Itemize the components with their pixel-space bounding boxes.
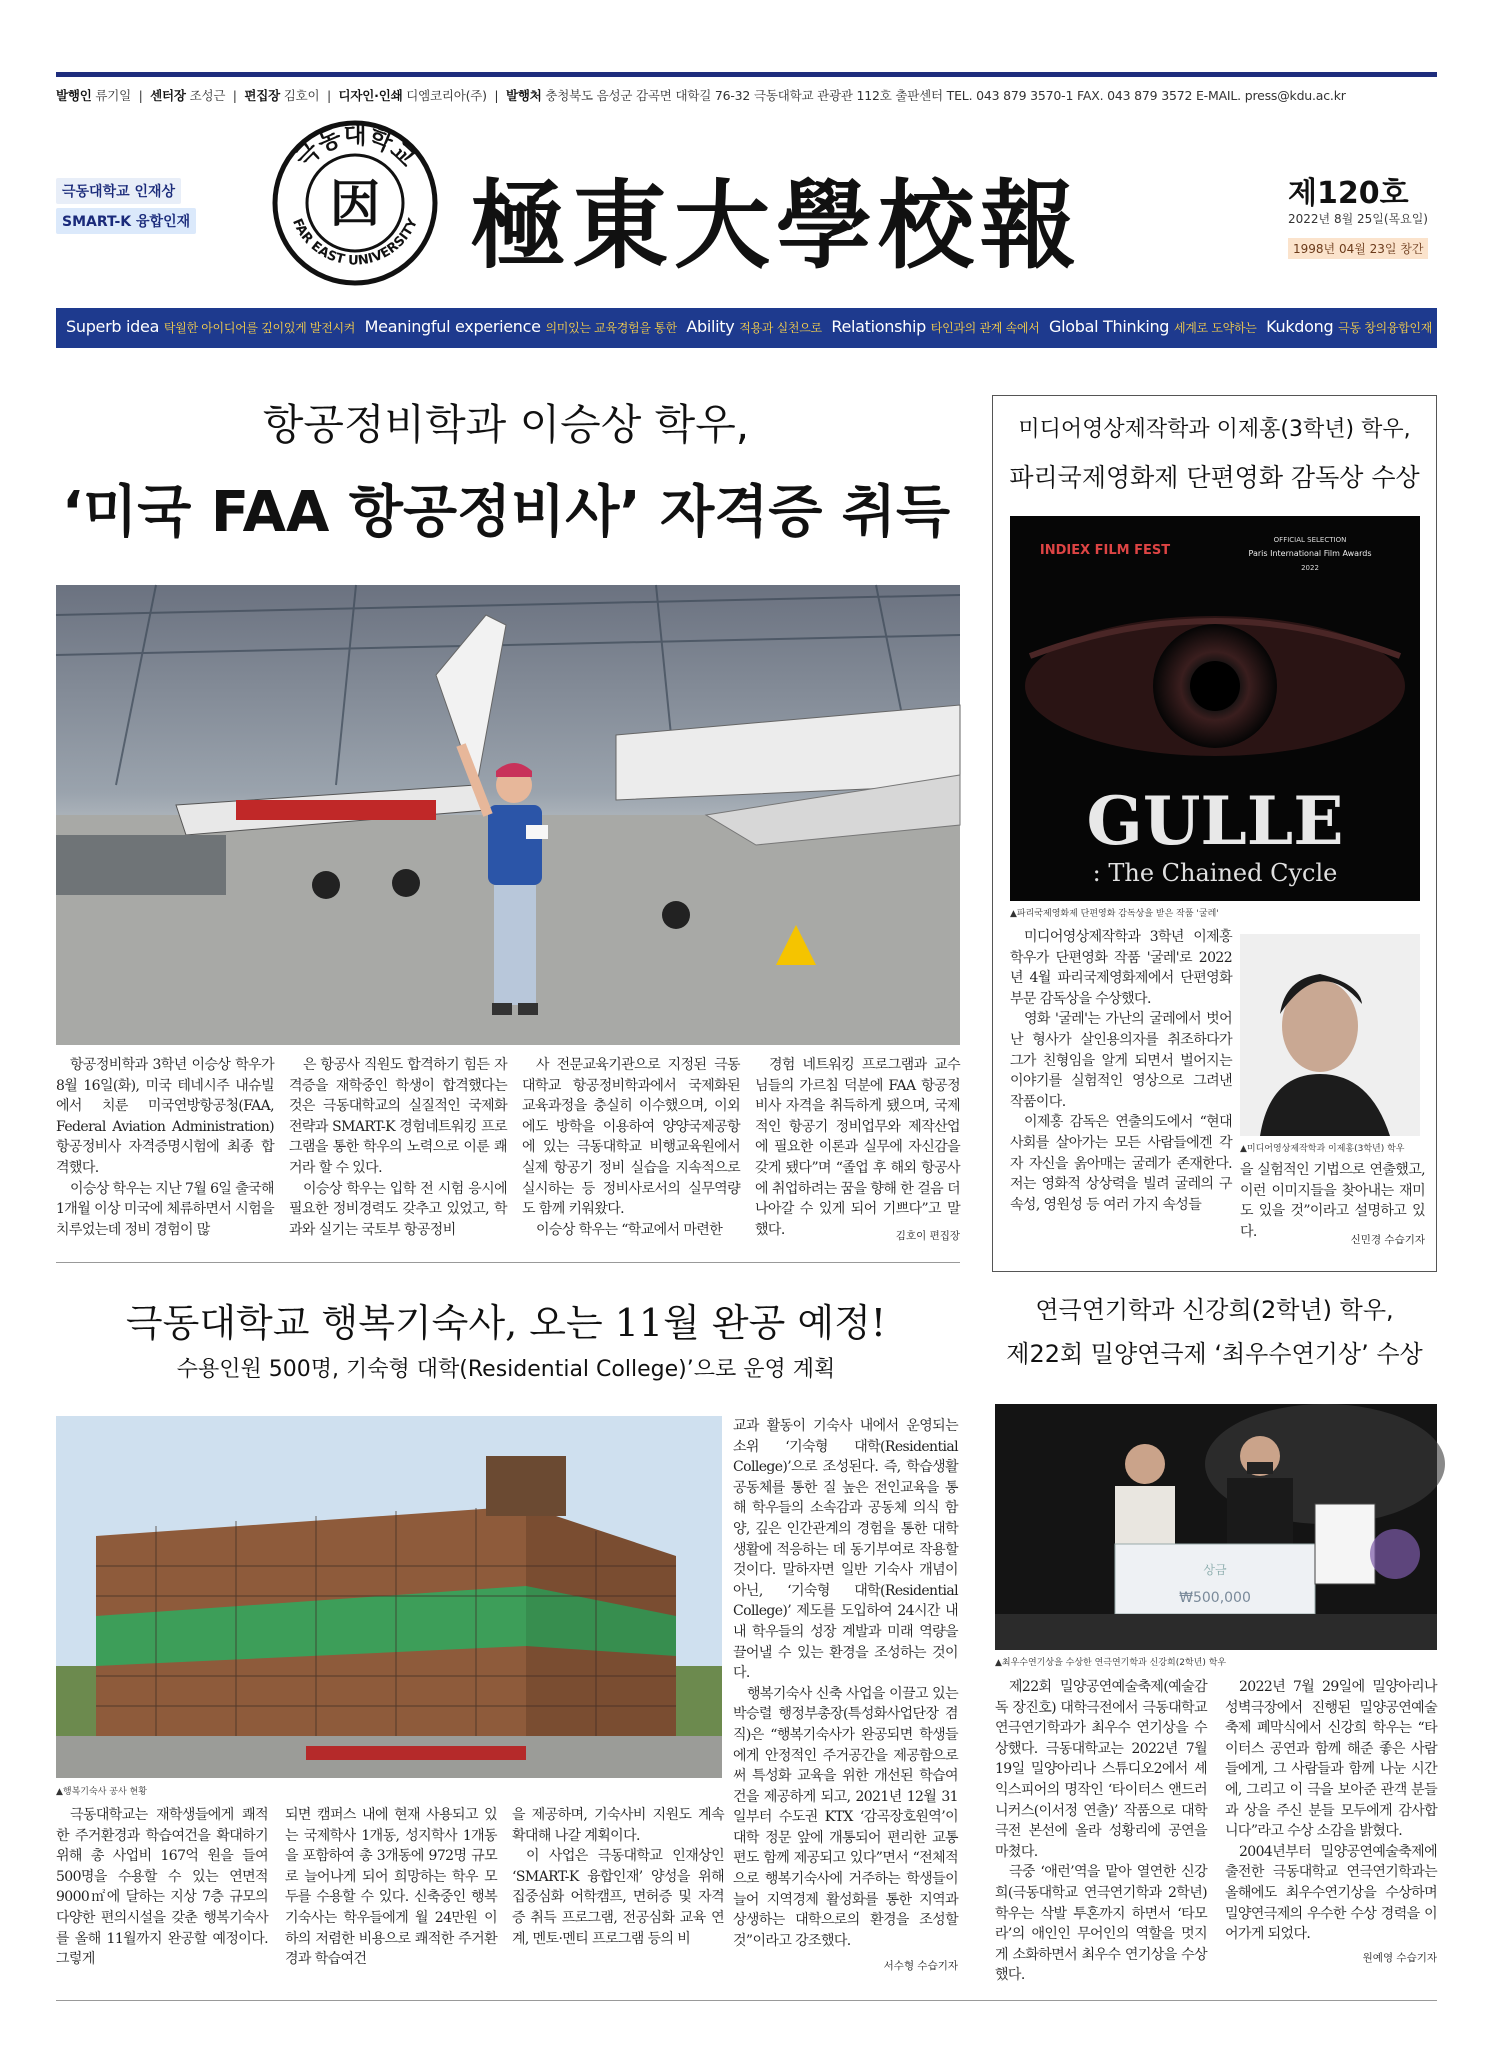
article1-headline-2: ‘미국 FAA 항공정비사’ 자격증 취득: [61, 480, 951, 545]
office-address: 충청북도 음성군 감곡면 대학길 76-32 극동대학교 관광관 112호 출판센터 TEL. 043 879 3570-1 FAX. 043 879 3572 E-MAIL. press@kdu.ac.kr: [545, 88, 1346, 103]
article2-col-2: 을 실험적인 기법으로 연출했고, 이런 이미지들을 찾아내는 재미도 있을 것”이라고 설명하고 있다.: [1240, 1162, 1425, 1240]
article4-col-2: 2022년 7월 29일에 밀양아리나 성벽극장에서 진행된 밀양공연예술축제 폐막식에서 신강희 학우는 “타이터스 공연과 함께 해준 좋은 사람들에게, 그 사람들과 함께 나눈 시간에, 그리고 이 극을 보아준 관객 분들과 상을 주신 분들 모두에게 감사합니다”라고 수상 소감을 밝혔다. 2004년부터 밀양공연예술축제에 출전한 극동대학교 연극연기학과는 올해에도 최우수연기상을 수상하며 밀양연극제의 우수한 수상 경력을 이어가게 되었다.: [1225, 1679, 1437, 1943]
portrait-image: [1240, 934, 1420, 1136]
svg-text:극동대학교: [289, 121, 421, 173]
poster-caption: ▲파리국제영화제 단편영화 감독상을 받은 작품 '굴레': [1010, 909, 1219, 919]
design-name: 디엠코리아(주): [406, 88, 487, 103]
article4-col-1: 제22회 밀양공연예술축제(예술감독 장진호) 대학극전에서 극동대학교 연극연기학과가 최우수 연기상을 수상했다. 극동대학교는 2022년 7월 19일 밀양아리나 스튜디오2에서 셰익스피어의 명작인 ‘타이터스 앤드러니커스(이서정 연출)’ 작품으로 대학극전 본선에 올라 성황리에 공연을 마쳤다. 극중 ‘애런’역을 맡아 열연한 신강희(극동대학교 연극연기학과 2학년) 학우는 삭발 투혼까지 하면서 ‘타모라’의 애인인 무어인의 역할을 멋지게 소화하면서 최우수 연기상을 수상했다.: [995, 1679, 1207, 1984]
portrait-photo: [1240, 934, 1420, 1136]
founded-date: 1998년 04월 23일 창간: [1288, 238, 1428, 259]
slogan-1: Superb idea 탁월한 아이디어를 깊이있게 발전시켜: [66, 317, 356, 336]
center-label: 센터장: [150, 88, 186, 103]
center-name: 조성근: [189, 88, 226, 103]
bottom-rule: [56, 2000, 1437, 2001]
article3-byline: 서수형 수습기자: [883, 1960, 958, 1972]
article1-col-3: 사 전문교육기관으로 지정된 극동대학교 항공정비학과에서 국제화된 교육과정을 충실히 이수했으며, 이외에도 방학을 이용하여 양양국제공항에 있는 극동대학교 비행교육원에서 실제 항공기 정비 실습을 지속적으로 실시하는 등 정비사로서의 실무역량도 함께 키워왔다. 이승상 학우는 “학교에서 마련한: [522, 1057, 740, 1238]
slogan-3: Ability 적용과 실천으로: [686, 317, 822, 336]
article1-col-1: 항공정비학과 3학년 이승상 학우가 8월 16일(화), 미국 테네시주 내슈빌에서 치룬 미국연방항공청(FAA, Federal Aviation Administration) 항공정비사 자격증명시험에 최종 합격했다. 이승상 학우는 지난 7월 6일 출국해 1개월 이상 미국에 체류하면서 시험을 치루었는데 정비 경험이 많: [56, 1057, 274, 1238]
section-divider: [56, 1262, 960, 1263]
slogan-bar: [56, 308, 1437, 348]
article4-headline-2: 제22회 밀양연극제 ‘최우수연기상’ 수상: [1006, 1340, 1423, 1368]
article1-col-2: 은 항공사 직원도 합격하기 힘든 자격증을 재학중인 학생이 합격했다는 것은 극동대학교의 실질적인 국제화 전략과 SMART-K 경험네트워킹 프로그램을 통한 학우의 노력으로 이룬 쾌거라 할 수 있다. 이승상 학우는 입학 전 시험 응시에 필요한 정비경력도 갖추고 있었고, 학과와 실기는 국토부 항공정비: [289, 1057, 507, 1238]
article2-headline-1: 미디어영상제작학과 이제홍(3학년) 학우,: [1018, 417, 1411, 442]
gulle-poster: [1010, 516, 1420, 901]
issue-date: 2022년 8월 25일(목요일): [1288, 212, 1428, 226]
slogan-4: Relationship 타인과의 관계 속에서: [831, 317, 1040, 336]
slogan-2: Meaningful experience 의미있는 교육경험을 통한: [364, 317, 677, 336]
award-image: [995, 1404, 1437, 1650]
article3-col-right: 교과 활동이 기숙사 내에서 운영되는 소위 ‘기숙형 대학(Residential College)’으로 조성된다. 즉, 학습생활공동체를 통한 질 높은 전인교육을 통해 학우들의 소속감과 공동체 의식 함양, 깊은 인간관계의 경험을 통한 대학생활에 적응하는 데 동기부여로 작용할 것이다. 말하자면 일반 기숙사 개념이 아닌, ‘기숙형 대학(Residential College)’ 제도를 도입하여 24시간 내내 학우들의 성장 계발과 미래 역량을 끌어낼 수 있는 환경을 조성하는 것이다. 행복기숙사 신축 사업을 이끌고 있는 박승렬 행정부총장(특성화사업단장 겸직)은 “행복기숙사가 완공되면 학생들에게 안정적인 주거공간을 제공함으로써 특성화 교육을 위한 개선된 학습여건을 제공하게 되고, 2021년 12월 31일부터 수도권 KTX ‘감곡장호원역’이 대학 정문 앞에 개통되어 편리한 교통편도 함께 제공되고 있다”면서 “전체적으로 행복기숙사에 거주하는 학생들이 늘어 지역경제 활성화를 통한 지역과 상생하는 대학으로의 환경을 조성할 것”이라고 강조했다.: [733, 1418, 958, 1949]
university-seal: [270, 118, 440, 288]
top-rule: [56, 72, 1437, 77]
publisher-label: 발행인: [56, 88, 92, 103]
seal-bottom-text: FAR EAST UNIVERSITY: [289, 216, 421, 269]
slogan-5: Global Thinking 세계로 도약하는: [1049, 317, 1257, 336]
construction-image: [56, 1416, 722, 1778]
publisher-name: 류기일: [95, 88, 132, 103]
poster-subtitle: : The Chained Cycle: [1092, 859, 1338, 887]
editor-name: 김호이: [283, 88, 320, 103]
poster-title: GULLE: [1086, 782, 1344, 860]
tag-smartk: SMART-K 융합인재: [56, 208, 196, 234]
hangar-photo-image: [56, 585, 960, 1045]
poster-fest-2b: Paris International Film Awards: [1248, 549, 1372, 558]
seal-mark: 因: [330, 174, 380, 233]
tag-talent: 극동대학교 인재상: [56, 178, 181, 204]
masthead-title: 極東大學校報: [470, 169, 1082, 282]
poster-fest-2c: 2022: [1301, 564, 1319, 572]
article1-photo: [56, 585, 960, 1045]
article3-col-2: 되면 캠퍼스 내에 현재 사용되고 있는 국제학사 1개동, 성지학사 1개동을 포함하여 총 3개동에 972명 규모로 늘어나게 되어 희망하는 학우 모두를 수용할 수 있다. 신축중인 행복기숙사는 학우들에게 월 24만원 이하의 저렴한 비용으로 쾌적한 주거환경과 학습여건: [285, 1807, 497, 1968]
editor-label: 편집장: [244, 88, 280, 103]
seal-top-text: 극동대학교: [289, 121, 421, 173]
article3-col-3: 을 제공하며, 기숙사비 지원도 계속 확대해 나갈 계획이다. 이 사업은 극동대학교 인재상인 ‘SMART-K 융합인재’ 양성을 위해 집중심화 어학캠프, 면허증 및 자격증 취득 프로그램, 전공심화 교육 연계, 멘토·멘티 프로그램 등의 비: [512, 1807, 724, 1947]
article1-byline: 김호이 편집장: [895, 1230, 960, 1242]
poster-image: [1010, 516, 1420, 901]
poster-fest-2a: OFFICIAL SELECTION: [1273, 536, 1347, 544]
portrait-caption: ▲미디어영상제작학과 이제홍(3학년) 학우: [1240, 1144, 1405, 1154]
article4-byline: 원예영 수습기자: [1362, 1952, 1437, 1964]
article4-headline-1: 연극연기학과 신강희(2학년) 학우,: [1035, 1296, 1394, 1324]
article2-headline-2: 파리국제영화제 단편영화 감독상 수상: [1009, 463, 1420, 492]
slogan-6: Kukdong 극동 창의융합인재: [1266, 317, 1433, 336]
article2-byline: 신민경 수습기자: [1350, 1234, 1425, 1246]
issue-number: 제120호: [1288, 176, 1409, 211]
article3-col-1: 극동대학교는 재학생들에게 쾌적한 주거환경과 학습여건을 확대하기 위해 총 사업비 167억 원을 들여 500명을 수용할 수 있는 연면적 9000㎡에 달하는 지상 7층 규모의 다양한 편의시설을 갖춘 행복기숙사를 올해 11월까지 완공할 예정이다. 그렇게: [56, 1807, 268, 1968]
dorm-photo-caption: ▲행복기숙사 공사 현황: [56, 1787, 147, 1797]
award-check-text: 상금: [1203, 1563, 1227, 1577]
design-label: 디자인·인쇄: [338, 88, 403, 103]
publisher-info-line: 발행인 류기일 | 센터장 조성근 | 편집장 김호이 | 디자인·인쇄 디엠코리아(주) | 발행처 충청북도 음성군 감곡면 대학길 76-32 극동대학교 관광관 112호 출판센터 TEL. 043 879 3570-1 FAX. 043 879 3572 E-MAIL. press@kdu.ac.kr: [56, 88, 1346, 103]
seal-icon: [270, 118, 440, 288]
office-label: 발행처: [505, 88, 542, 103]
article1-col-4: 경험 네트워킹 프로그램과 교수님들의 가르침 덕분에 FAA 항공정비사 자격을 취득하게 됐으며, 국제적인 항공기 정비업무와 제작산업에 필요한 이론과 실무에 자신감을 갖게 됐다”며 “졸업 후 해외 항공사에 취업하려는 꿈을 향해 한 걸음 더 나아갈 수 있게 되어 기쁘다”고 말했다.: [755, 1057, 960, 1238]
poster-fest-1: INDIEX FILM FEST: [1039, 543, 1171, 558]
dorm-photo: [56, 1416, 722, 1778]
article2-col-1: 미디어영상제작학과 3학년 이제홍 학우가 단편영화 작품 '굴레'로 2022년 4월 파리국제영화제에서 단편영화부문 감독상을 수상했다. 영화 '굴레'는 가난의 굴레에서 벗어난 형사가 살인용의자를 취조하다가 그가 친형임을 알게 되면서 벌어지는 이야기를 실험적인 영상으로 그려낸 작품이다. 이제홍 감독은 연출의도에서 “현대사회를 살아가는 모든 사람들에겐 각자 자신을 옭아매는 굴레가 존재한다. 저는 영화적 상상력을 빌려 굴레의 구속성, 영원성 등 여러 가지 속성들: [1010, 929, 1232, 1213]
award-check-amount: ₩500,000: [1179, 1590, 1251, 1606]
article3-headline: 극동대학교 행복기숙사, 오는 11월 완공 예정!: [125, 1301, 887, 1345]
article3-subheadline: 수용인원 500명, 기숙형 대학(Residential College)’으로 운영 계획: [176, 1357, 836, 1382]
award-photo: [995, 1404, 1437, 1650]
article1-headline-1: 항공정비학과 이승상 학우,: [262, 400, 750, 449]
award-photo-caption: ▲최우수연기상을 수상한 연극연기학과 신강희(2학년) 학우: [995, 1658, 1227, 1668]
